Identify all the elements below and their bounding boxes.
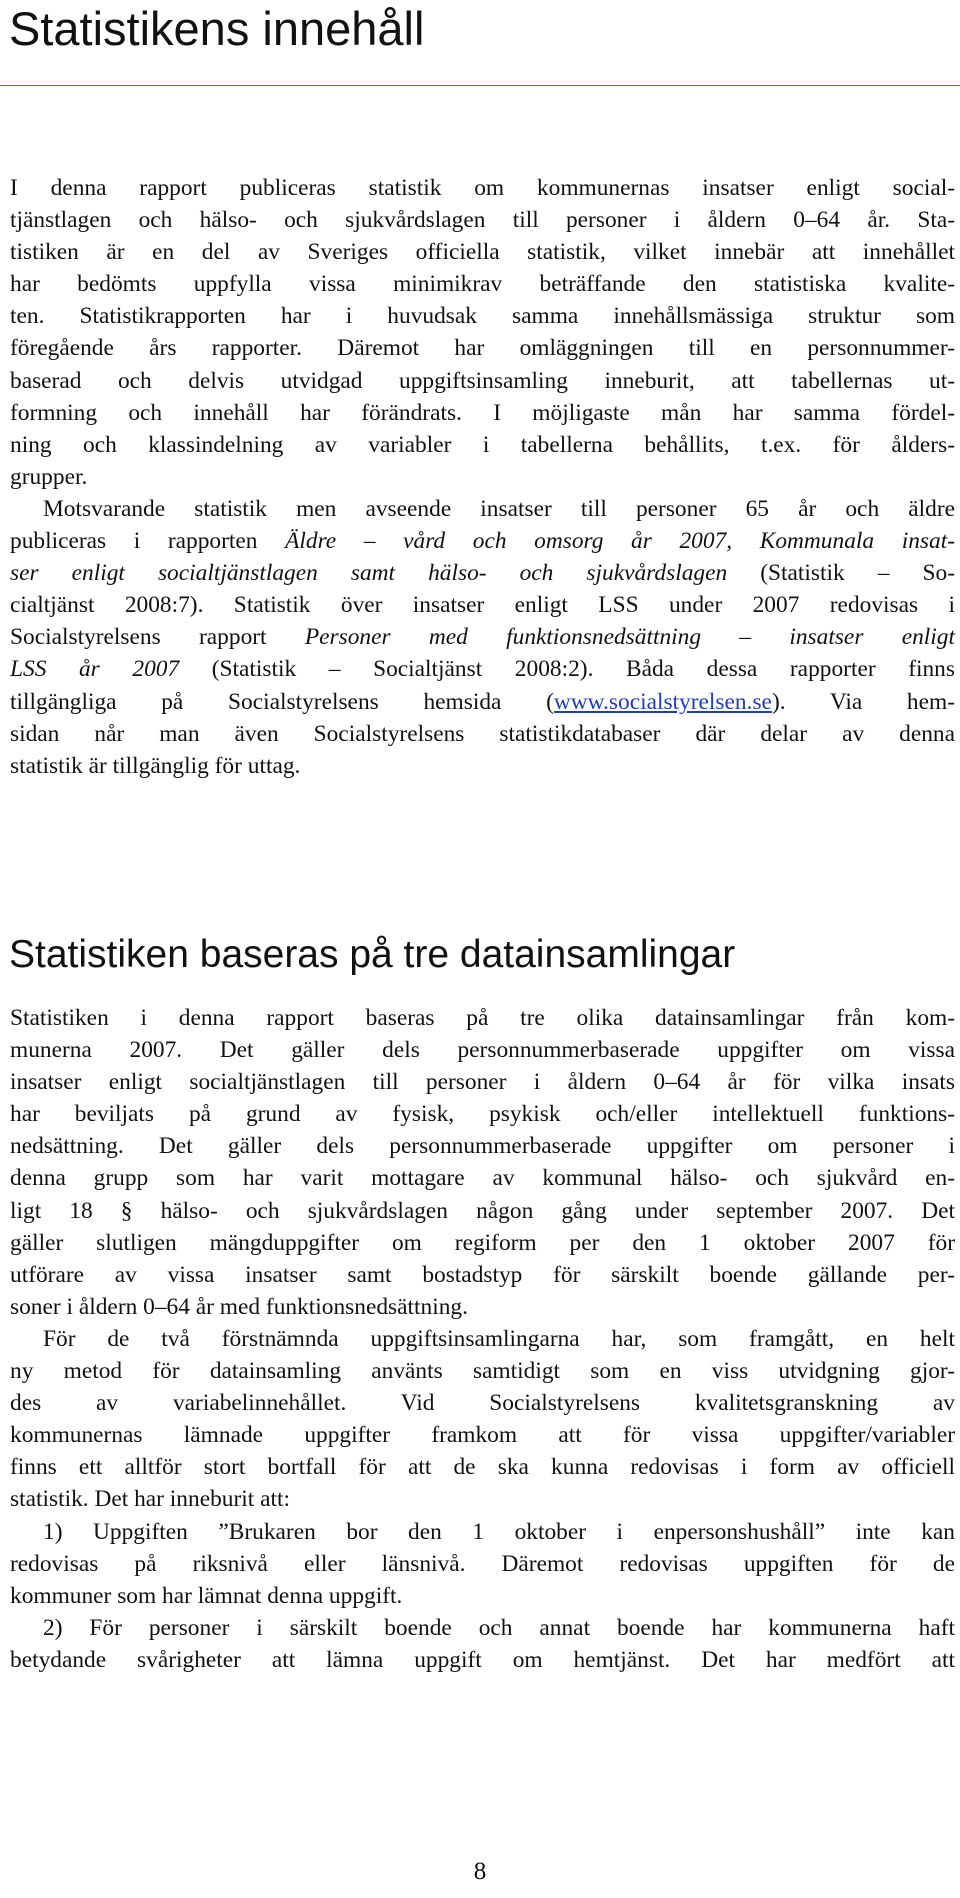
text-run: Socialstyrelsens rapport — [10, 624, 305, 651]
text-line — [10, 718, 955, 750]
text-line: kommuner som har lämnat denna uppgift. — [10, 1582, 403, 1609]
text-line — [10, 653, 955, 685]
text-line — [10, 557, 955, 589]
text-line: betydande svårigheter att lämna uppgift om hemtjänst. Det har medfört att — [10, 1646, 955, 1673]
report-title-text: Äldre – vård och omsorg år 2007, Kommunala insat- — [285, 528, 955, 555]
report-title-text: Personer med funktionsnedsättning – insatser enligt — [304, 624, 955, 651]
text-line: kommunernas lämnade uppgifter framkom att för vissa uppgifter/variabler — [10, 1422, 955, 1449]
text-line: utförare av vissa insatser samt bostadstyp för särskilt boende gällande per- — [10, 1261, 955, 1288]
report-title-text: LSS år 2007 — [10, 656, 180, 683]
text-run: statistik är tillgänglig för uttag. — [10, 752, 301, 779]
text-line: har beviljats på grund av fysisk, psykisk och/eller intellektuell funktions- — [10, 1101, 955, 1128]
text-line: tistiken är en del av Sveriges officiella statistik, vilket innebär att innehållet — [10, 239, 955, 266]
section-heading: Statistiken baseras på tre datainsamlingar — [9, 933, 736, 976]
text-run: (Statistik – So- — [727, 560, 955, 587]
text-line: ny metod för datainsamling använts samtidigt som en viss utvidgning gjor- — [10, 1358, 955, 1385]
text-line: har bedömts uppfylla vissa minimikrav beträffande den statistiska kvalite- — [10, 271, 955, 298]
text-line: gäller slutligen mängduppgifter om regiform per den 1 oktober 2007 för — [10, 1229, 955, 1256]
text-line: finns ett alltför stort bortfall för att de ska kunna redovisas i form av officiell — [10, 1454, 955, 1481]
text-line: Statistiken i denna rapport baseras på tre olika datainsamlingar från kom- — [10, 1005, 955, 1031]
text-line: 1) Uppgiften ”Brukaren bor den 1 oktober i enpersonshushåll” inte kan — [43, 1518, 955, 1545]
text-line — [10, 493, 955, 525]
text-line: I denna rapport publiceras statistik om kommunernas insatser enligt social- — [10, 175, 955, 201]
text-line: ligt 18 § hälso- och sjukvårdslagen någon gång under september 2007. Det — [10, 1197, 955, 1224]
page-number: 8 — [473, 1858, 487, 1885]
text-line: insatser enligt socialtjänstlagen till personer i åldern 0–64 år för vilka insats — [10, 1069, 955, 1096]
text-line: För de två förstnämnda uppgiftsinsamlingarna har, som framgått, en helt — [43, 1325, 955, 1352]
text-line — [10, 525, 955, 557]
text-line: grupper. — [10, 463, 88, 490]
text-line — [10, 621, 955, 653]
text-line: nedsättning. Det gäller dels personnummerbaserade uppgifter om personer i — [10, 1133, 955, 1160]
text-run: (Statistik – Socialtjänst 2008:2). Båda dessa rapporter finns — [179, 656, 955, 683]
related-statistics-paragraph — [10, 493, 955, 782]
text-run: Motsvarande statistik men avseende insatser till personer 65 år och äldre — [43, 496, 955, 522]
text-line — [10, 750, 955, 782]
text-line: formning och innehåll har förändrats. I möjligaste mån har samma fördel- — [10, 399, 955, 426]
text-line: föregående års rapporter. Däremot har omläggningen till en personnummer- — [10, 335, 955, 362]
text-run: tillgängliga på Socialstyrelsens hemsida ( — [10, 688, 554, 715]
text-line: denna grupp som har varit mottagare av kommunal hälso- och sjukvård en- — [10, 1165, 955, 1192]
text-line: statistik. Det har inneburit att: — [10, 1486, 290, 1513]
text-line: baserad och delvis utvidgad uppgiftsinsamling inneburit, att tabellernas ut- — [10, 367, 955, 394]
text-run: sidan når man även Socialstyrelsens statistikdatabaser där delar av denna — [10, 720, 955, 747]
text-line: des av variabelinnehållet. Vid Socialstyrelsens kvalitetsgranskning av — [10, 1390, 955, 1417]
page-heading: Statistikens innehåll — [9, 2, 425, 55]
text-line: ning och klassindelning av variabler i tabellerna behållits, t.ex. för ålders- — [10, 431, 955, 458]
text-line — [10, 686, 955, 718]
heading-rule — [0, 85, 960, 86]
text-line: 2) För personer i särskilt boende och annat boende har kommunerna haft — [43, 1614, 955, 1641]
text-run: ). Via hem- — [771, 688, 955, 715]
text-line: ten. Statistikrapporten har i huvudsak samma innehållsmässiga struktur som — [10, 303, 955, 330]
text-line: tjänstlagen och hälso- och sjukvårdslagen till personer i åldern 0–64 år. Sta- — [10, 207, 955, 234]
text-line: munerna 2007. Det gäller dels personnummerbaserade uppgifter om vissa — [10, 1037, 955, 1064]
text-line — [10, 589, 955, 621]
text-run: cialtjänst 2008:7). Statistik över insatser enligt LSS under 2007 redovisas i — [10, 592, 955, 619]
text-run: publiceras i rapporten — [10, 528, 286, 555]
text-line: soner i åldern 0–64 år med funktionsnedsättning. — [10, 1293, 468, 1320]
intro-paragraph — [10, 172, 955, 493]
data-collection-section — [10, 1002, 955, 1676]
website-link[interactable]: www.socialstyrelsen.se — [553, 688, 772, 715]
report-title-text: ser enligt socialtjänstlagen samt hälso- och sjukvårdslagen — [10, 560, 728, 587]
text-line: redovisas på riksnivå eller länsnivå. Däremot redovisas uppgiften för de — [10, 1550, 955, 1577]
